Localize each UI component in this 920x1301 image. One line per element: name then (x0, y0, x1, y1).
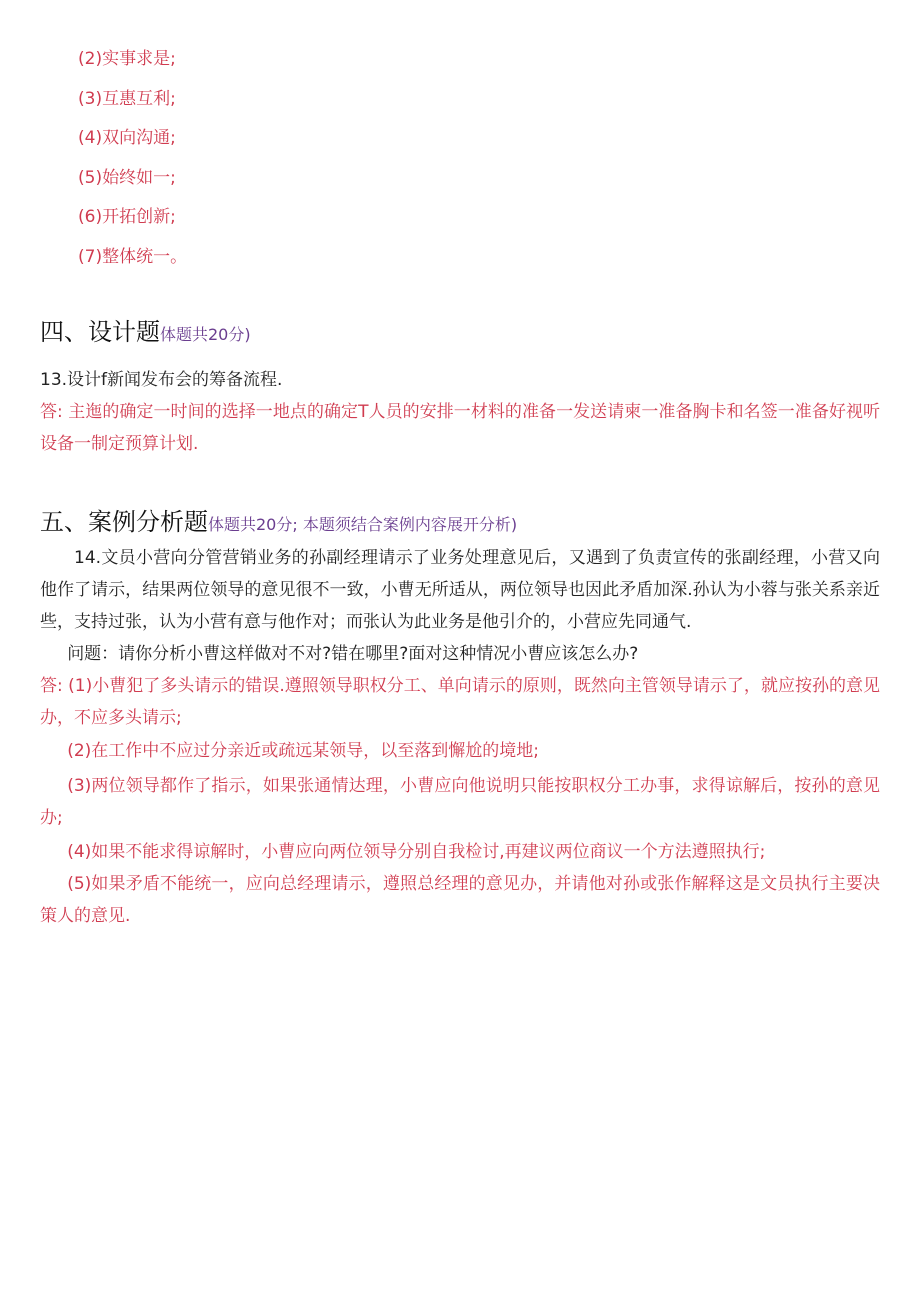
section-title: 五、案例分析题 (40, 508, 208, 536)
section-heading-case (40, 507, 517, 540)
answer-item: (3)两位领导都作了指示，如果张通情达理，小曹应向他说明只能按职权分工办事，求得谅解后，按孙的意见办; (40, 776, 880, 828)
principle-item: (3)互惠互利; (78, 89, 176, 109)
section-score-note: 体题共20分) (160, 325, 251, 344)
answer-item: (2)在工作中不应过分亲近或疏远某领导，以至落到懈尬的境地; (67, 741, 539, 761)
section-heading-design (40, 317, 251, 350)
principle-item: (6)开拓创新; (78, 207, 176, 227)
principle-item: (2)实事求是; (78, 49, 176, 69)
principle-item: (4)双向沟通; (78, 128, 176, 148)
principle-item: (5)始终如一; (78, 168, 176, 188)
answer-text: 答: 主迤的确定一时间的选择一地点的确定T人员的安排一材料的准备一发送请柬一准备胸卡和名签一准备好视听设备一制定预算计划. (40, 402, 880, 454)
principle-item: (7)整体统一。 (78, 247, 188, 267)
answer-item: (5)如果矛盾不能统一，应向总经理请示，遵照总经理的意见办，并请他对孙或张作解释这是文员执行主要决策人的意见. (40, 874, 880, 926)
section-title: 四、设计题 (40, 318, 160, 346)
answer-item: 答: (1)小曹犯了多头请示的错误.遵照领导职权分工、单向请示的原则，既然向主管领导请示了，就应按孙的意见办，不应多头请示; (40, 676, 880, 728)
answer-item: (4)如果不能求得谅解时，小曹应向两位领导分别自我检讨,再建议两位商议一个方法遵照执行; (67, 842, 766, 862)
question-text: 13.设计f新闻发布会的筹备流程. (40, 370, 283, 390)
section-score-note: 体题共20分; 本题须结合案例内容展开分析) (208, 515, 518, 534)
case-question: 问题：请你分析小曹这样做对不对?错在哪里?面对这种情况小曹应该怎么办? (67, 644, 639, 664)
case-paragraph: 14.文员小营向分管营销业务的孙副经理请示了业务处理意见后，又遇到了负责宣传的张副经理，小营又向他作了请示，结果两位领导的意见很不一致，小曹无所适从，两位领导也因此矛盾加深.孙认为小蓉与张关系亲近些，支持过张，认为小营有意与他作对；而张认为此业务是他引介的，小营应先同通气. (40, 548, 880, 632)
